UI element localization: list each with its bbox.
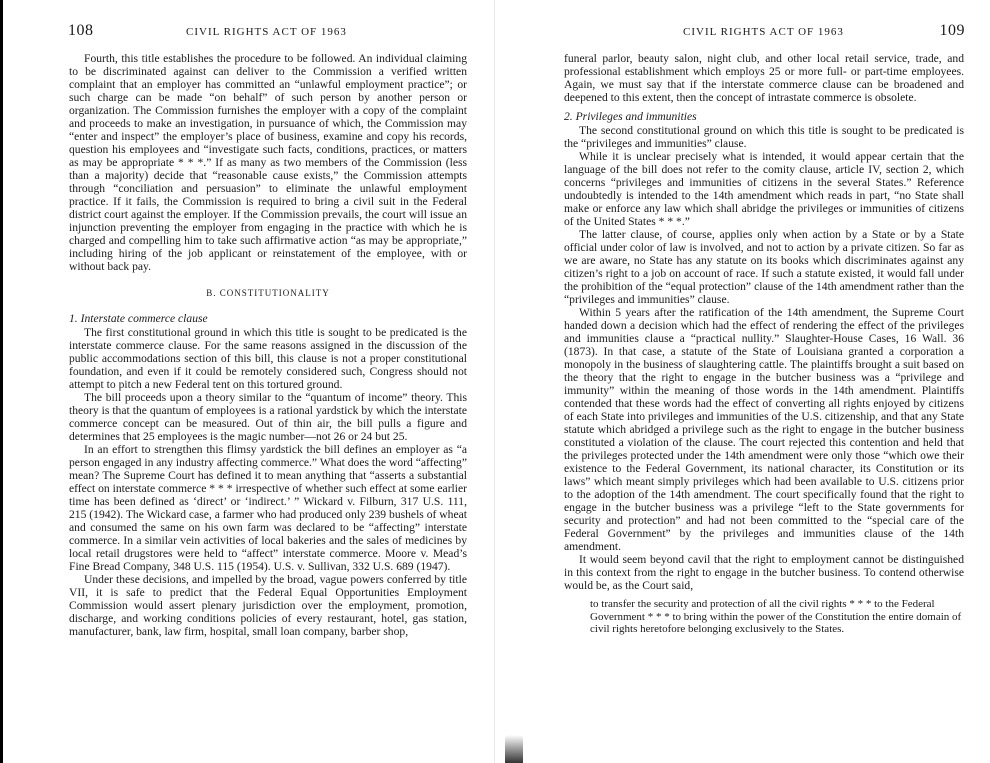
right-paragraph-4: The latter clause, of course, applies only when action by a State or by a State official under color of law is involved, and not to action by a private citizen. So far as we are aware, no State has any statute on its books which discriminates against any citizen’s right to a job on account of race. If such a statute existed, it would fall under the prohibition of the “equal protection” clause of the 14th amendment rather than the “privileges and immunities” clause. [564,228,964,306]
right-running-header [565,22,965,44]
right-text-column [564,52,964,636]
right-page-number: 109 [939,22,965,39]
left-text-column [69,52,467,638]
subheading-privileges-immunities: 2. Privileges and immunities [564,110,697,123]
left-paragraph-2: The first constitutional ground in which this title is sought to be predicated is the interstate commerce clause. For the same reasons assigned in the discussion of the public accommodations section of this bill, this clause is not a proper constitutional foundation, and even if it could be remotely considered such, Congress should not attempt to pitch a new Federal tent on this tortured ground. [69,326,467,391]
right-paragraph-1: funeral parlor, beauty salon, night club, and other local retail service, trade, and professional establishment which employs 25 or more full- or part-time employees. Again, we must say that if the interstate commerce clause can be broadened and deepened to this extent, then the concept of intrastate commerce is obsolete. [564,52,964,104]
right-running-title: CIVIL RIGHTS ACT OF 1963 [683,26,844,38]
left-running-header [68,22,468,44]
right-page [495,0,990,763]
subheading-interstate-commerce: 1. Interstate commerce clause [69,312,208,325]
left-running-title: CIVIL RIGHTS ACT OF 1963 [186,26,347,38]
right-paragraph-6: It would seem beyond cavil that the right to employment cannot be distinguished in this context from the right to engage in the butcher business. To contend otherwise would be, as the Court said, [564,553,964,592]
left-paragraph-3: The bill proceeds upon a theory similar to the “quantum of income” theory. This theory is that the quantum of employees is a rational yardstick by which the interstate commerce concept can be measured. Out of thin air, the bill pulls a figure and determines that 25 employees is the magic number—not 26 or 24 but 25. [69,391,467,443]
right-paragraph-3: While it is unclear precisely what is intended, it would appear certain that the language of the bill does not refer to the comity clause, article IV, section 2, which concerns “privileges and immunities of citizens in the several States.” Reference undoubtedly is intended to the 14th amendment which reads in part, “no State shall make or enforce any law which shall abridge the privileges or immunities of citizens of the United States * * *.” [564,150,964,228]
block-quote [590,598,964,636]
right-paragraph-5: Within 5 years after the ratification of the 14th amendment, the Supreme Court handed down a decision which had the effect of rendering the effect of the privileges and immunities clause a “practical nullity.” Slaughter-House Cases, 16 Wall. 36 (1873). In that case, a statute of the State of Louisiana granted a corporation a monopoly in the business of slaughtering cattle. The plaintiffs brought a suit based on the theory that the right to engage in the butcher business was a “privilege and immunity” within the meaning of those words in the 14th amendment. Plaintiffs contended that these words had the effect of converting all rights enjoyed by citizens of each State into privileges and immunities of the U.S. citizenship, and that any State statute which abridged a privilege such as the right to engage in the butcher business constituted a violation of the clause. The court rejected this contention and held that the privileges protected under the 14th amendment were only those “which owe their existence to the Federal Government, its national character, its Constitution or its laws” which meant simply privileges which had been available to U.S. citizens prior to the adoption of the 14th amendment. The court specifically found that the right to engage in the butcher business was a privilege “left to the State governments for security and protection” and had not been committed to the “special care of the Federal Government” by the privileges and immunities clause of the 14th amendment. [564,306,964,553]
left-paragraph-1: Fourth, this title establishes the procedure to be followed. An individual claiming to be discriminated against can deliver to the Commission a verified written complaint that an employer has committed an “unlawful employment practice”; or such charge can be made “on behalf” of such person by another person or organization. The Commission furnishes the employer with a copy of the complaint and proceeds to make an investigation, in pursuance of which, the Commission may “enter and inspect” the employer’s place of business, examine and copy his records, question his employees and “investigate such facts, conditions, practices, or matters as may be appropriate * * *.” If as many as two members of the Commission (less than a majority) decide that “reasonable cause exists,” the Commission attempts through “conciliation and persuasion” to eliminate the unlawful employment practice. If it fails, the Commission is required to bring a civil suit in the Federal district court against the employer. If the Commission prevails, the court will issue an injunction preventing the employer from engaging in the practice with which he is charged and compelling him to take such affirmative action “as may be appropriate,” including hiring of the job applicant or reinstatement of the employee, with or without back pay. [69,52,467,273]
section-heading: B. CONSTITUTIONALITY [206,288,330,298]
block-quote-text: to transfer the security and protection of all the civil rights * * * to the Federal Government * * * to bring within the power of the Constitution the entire domain of civil rights heretofore belonging exclusively to the States. [590,598,962,636]
left-paragraph-5: Under these decisions, and impelled by the broad, vague powers conferred by title VII, it is safe to predict that the Federal Equal Opportunities Employment Commission would assert plenary jurisdiction over the employment, promotion, discharge, and working conditions policies of every restaurant, hotel, gas station, manufacturer, bank, law firm, hospital, small loan company, barber shop, [69,573,467,638]
left-page-number: 108 [68,22,94,39]
right-paragraph-2: The second constitutional ground on which this title is sought to be predicated is the “privileges and immunities” clause. [564,124,964,150]
left-paragraph-4: In an effort to strengthen this flimsy yardstick the bill defines an employer as “a person engaged in any industry affecting commerce.” What does the word “affecting” mean? The Supreme Court has defined it to mean anything that “asserts a substantial effect on interstate commerce * * * irrespective of whether such effect at some earlier time has been defined as ‘direct’ or ‘indirect.’ ” Wickard v. Filburn, 317 U.S. 111, 215 (1942). The Wickard case, a farmer who had produced only 239 bushels of wheat and consumed the same on his own farm was declared to be “affecting” interstate commerce. In a similar vein activities of local bakeries and the sales of medicines by local retail drugstores were held to “affect” interstate commerce. Moore v. Mead’s Fine Bread Company, 348 U.S. 115 (1954). U.S. v. Sullivan, 332 U.S. 689 (1947). [69,443,467,573]
